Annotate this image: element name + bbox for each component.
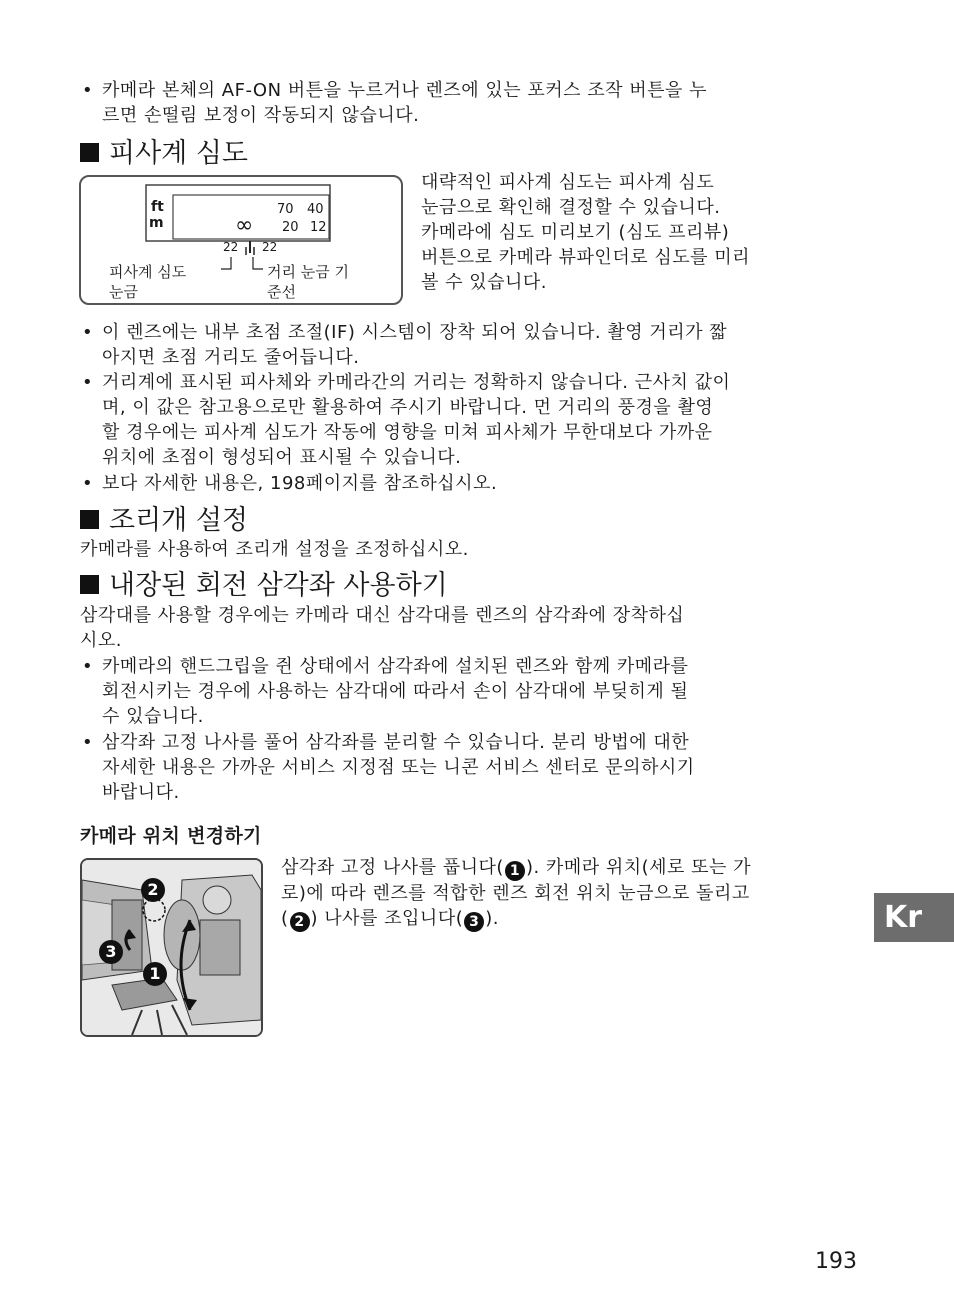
distance-index-label: 거리 눈금 기 <box>267 263 349 281</box>
heading-square-icon <box>80 510 99 529</box>
heading-text: 조리개 설정 <box>109 505 248 536</box>
dof-scale-label: 눈금 <box>109 283 138 301</box>
intro-bullet-line: 카메라 본체의 AF-ON 버튼을 누르거나 렌즈에 있는 포커스 조작 버튼을 누 <box>102 80 707 101</box>
intro-line: 시오. <box>80 630 122 651</box>
tripod-heading <box>80 570 448 602</box>
step-text: 삼각좌 고정 나사를 풉니다( <box>281 857 504 878</box>
aperture-text: 카메라를 사용하여 조리개 설정을 조정하십시오. <box>80 539 469 560</box>
step-text: ). 카메라 위치(세로 또는 가 <box>525 857 752 878</box>
step-marker-1-inline: 1 <box>505 861 525 881</box>
ft-value: 40 <box>307 202 324 217</box>
step-marker-1: 1 <box>143 962 167 986</box>
bullet-line: 위치에 초점이 형성되어 표시될 수 있습니다. <box>102 447 462 468</box>
bullet-dot: • <box>82 372 93 393</box>
heading-text: 내장된 회전 삼각좌 사용하기 <box>109 570 448 601</box>
heading-square-icon <box>80 575 99 594</box>
distance-index-label: 준선 <box>267 283 296 301</box>
bullet-line: 아지면 초점 거리도 줄어듭니다. <box>102 347 360 368</box>
intro-line: 삼각대를 사용할 경우에는 카메라 대신 삼각대를 렌즈의 삼각좌에 장착하십 <box>80 605 685 626</box>
change-camera-position-subheading: 카메라 위치 변경하기 <box>80 825 262 847</box>
step-text: ) 나사를 조입니다( <box>310 908 464 929</box>
bullet-line: 삼각좌 고정 나사를 풀어 삼각좌를 분리할 수 있습니다. 분리 방법에 대한 <box>102 732 690 753</box>
heading-square-icon <box>80 143 99 162</box>
bullet-dot: • <box>82 732 93 753</box>
depth-of-field-scale-diagram <box>79 175 403 305</box>
step-marker-3-inline: 3 <box>464 912 484 932</box>
bullet-line: 자세한 내용은 가까운 서비스 지정점 또는 니콘 서비스 센터로 문의하시기 <box>102 757 695 778</box>
bullet-dot: • <box>82 322 93 343</box>
description-line: 카메라에 심도 미리보기 (심도 프리뷰) <box>421 222 730 243</box>
bullet-line: 수 있습니다. <box>102 706 204 727</box>
dof-mark-left: 22 <box>223 240 239 254</box>
aperture-heading <box>80 505 248 537</box>
description-line: 대략적인 피사계 심도는 피사계 심도 <box>421 172 715 193</box>
bullet-line: 회전시키는 경우에 사용하는 삼각대에 따라서 손이 삼각대에 부딪히게 될 <box>102 681 689 702</box>
camera-position-steps <box>281 855 751 932</box>
infinity-mark: ∞ <box>235 213 254 238</box>
bullet-dot: • <box>82 80 93 101</box>
tripod-intro <box>80 603 684 653</box>
bullet-dot: • <box>82 473 93 494</box>
unit-ft-label: ft <box>151 199 164 215</box>
step-line <box>281 906 751 932</box>
step-line: 로)에 따라 렌즈를 적합한 렌즈 회전 위치 눈금으로 돌리고 <box>281 883 750 904</box>
bullet-line: 며, 이 값은 참고용으로만 활용하여 주시기 바랍니다. 먼 거리의 풍경을 촬영 <box>102 397 714 418</box>
step-line <box>281 855 751 881</box>
description-line: 볼 수 있습니다. <box>421 272 547 293</box>
bullet-line: 카메라의 핸드그립을 쥔 상태에서 삼각좌에 설치된 렌즈와 함께 카메라를 <box>102 656 689 677</box>
unit-m-label: m <box>149 215 164 231</box>
ft-value: 70 <box>277 202 294 217</box>
step-marker-2-inline: 2 <box>290 912 310 932</box>
camera-rotation-illustration <box>80 858 263 1037</box>
m-value: 20 <box>282 220 299 235</box>
step-text: ). <box>485 908 499 929</box>
intro-bullet-line: 르면 손떨림 보정이 작동되지 않습니다. <box>102 105 420 126</box>
depth-of-field-heading <box>80 138 248 170</box>
bullet-line: 할 경우에는 피사계 심도가 작동에 영향을 미쳐 피사체가 무한대보다 가까운 <box>102 422 713 443</box>
bullet-line: 보다 자세한 내용은, 198페이지를 참조하십시오. <box>102 473 498 494</box>
bullet-line: 거리계에 표시된 피사체와 카메라간의 거리는 정확하지 않습니다. 근사치 값이 <box>102 372 731 393</box>
dof-scale-label: 피사계 심도 <box>109 263 187 281</box>
heading-text: 피사계 심도 <box>109 138 248 169</box>
dof-mark-right: 22 <box>262 240 278 254</box>
description-line: 버튼으로 카메라 뷰파인더로 심도를 미리 <box>421 247 750 268</box>
language-tab-kr: Kr <box>874 893 954 942</box>
step-marker-2: 2 <box>141 878 165 902</box>
depth-of-field-description <box>421 170 750 295</box>
step-marker-3: 3 <box>99 940 123 964</box>
bullet-line: 바랍니다. <box>102 782 180 803</box>
page-number: 193 <box>815 1249 857 1274</box>
bullet-dot: • <box>82 656 93 677</box>
bullet-line: 이 렌즈에는 내부 초점 조절(IF) 시스템이 장착 되어 있습니다. 촬영 거리가 짧 <box>102 322 728 343</box>
step-text: ( <box>281 908 289 929</box>
description-line: 눈금으로 확인해 결정할 수 있습니다. <box>421 197 721 218</box>
m-value: 12 <box>310 220 327 235</box>
